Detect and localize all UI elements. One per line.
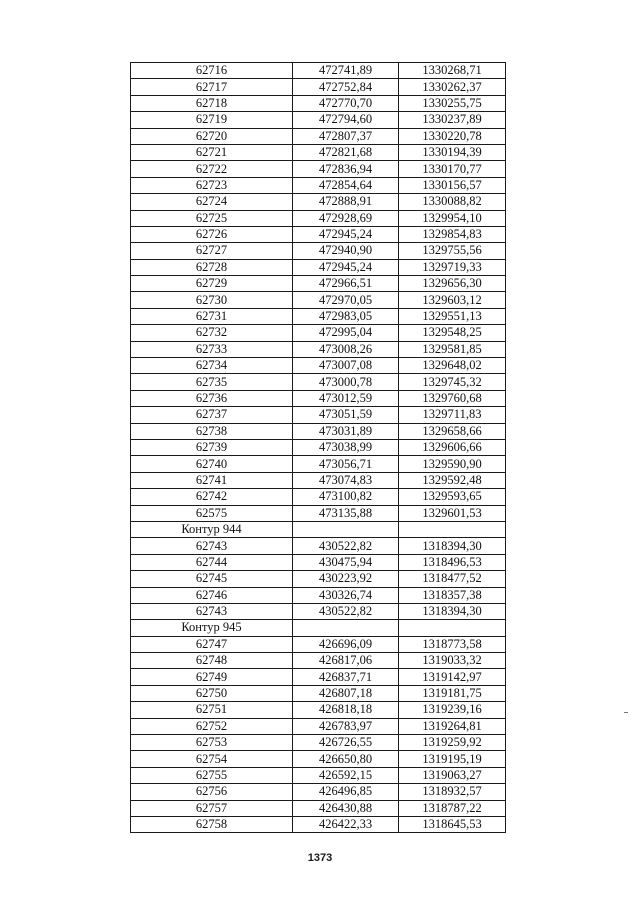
y-coordinate-cell: 1330255,75 <box>399 95 506 111</box>
table-row <box>131 538 506 554</box>
point-id-cell: 62741 <box>131 472 293 488</box>
table-row <box>131 341 506 357</box>
y-coordinate-cell: 1330088,82 <box>399 194 506 210</box>
x-coordinate-cell: 473012,59 <box>293 390 399 406</box>
point-id-cell: 62719 <box>131 112 293 128</box>
table-row <box>131 456 506 472</box>
y-coordinate-cell: 1329551,13 <box>399 308 506 324</box>
y-coordinate-cell: 1319195,19 <box>399 751 506 767</box>
y-coordinate-cell: 1330170,77 <box>399 161 506 177</box>
y-coordinate-cell: 1318773,58 <box>399 636 506 652</box>
table-row <box>131 292 506 308</box>
table-row <box>131 210 506 226</box>
y-coordinate-cell: 1318357,38 <box>399 587 506 603</box>
table-row <box>131 767 506 783</box>
table-row <box>131 439 506 455</box>
point-id-cell: 62758 <box>131 816 293 832</box>
point-id-cell: 62749 <box>131 669 293 685</box>
x-coordinate-cell: 473135,88 <box>293 505 399 521</box>
point-id-cell: 62744 <box>131 554 293 570</box>
scan-artifact <box>624 712 628 713</box>
x-coordinate-cell: 426696,09 <box>293 636 399 652</box>
y-coordinate-cell: 1318932,57 <box>399 784 506 800</box>
x-coordinate-cell: 472983,05 <box>293 308 399 324</box>
point-id-cell: 62721 <box>131 144 293 160</box>
y-coordinate-cell: 1318787,22 <box>399 800 506 816</box>
x-coordinate-cell: 430326,74 <box>293 587 399 603</box>
x-coordinate-cell: 472928,69 <box>293 210 399 226</box>
x-coordinate-cell: 426818,18 <box>293 702 399 718</box>
contour-header-cell: Контур 944 <box>131 521 293 537</box>
y-coordinate-cell: 1329593,65 <box>399 489 506 505</box>
point-id-cell: 62748 <box>131 653 293 669</box>
x-coordinate-cell: 473031,89 <box>293 423 399 439</box>
point-id-cell: 62725 <box>131 210 293 226</box>
x-coordinate-cell: 430475,94 <box>293 554 399 570</box>
table-row <box>131 603 506 619</box>
table-row <box>131 751 506 767</box>
point-id-cell: 62745 <box>131 571 293 587</box>
table-row <box>131 669 506 685</box>
table-row <box>131 226 506 242</box>
x-coordinate-cell: 472995,04 <box>293 325 399 341</box>
x-coordinate-cell: 430223,92 <box>293 571 399 587</box>
point-id-cell: 62747 <box>131 636 293 652</box>
point-id-cell: 62730 <box>131 292 293 308</box>
table-row <box>131 79 506 95</box>
y-coordinate-cell: 1319239,16 <box>399 702 506 718</box>
table-row <box>131 259 506 275</box>
point-id-cell: 62753 <box>131 735 293 751</box>
x-coordinate-cell: 473038,99 <box>293 439 399 455</box>
table-row <box>131 653 506 669</box>
table-row <box>131 144 506 160</box>
contour-header-cell: Контур 945 <box>131 620 293 636</box>
point-id-cell: 62742 <box>131 489 293 505</box>
y-coordinate-cell: 1329590,90 <box>399 456 506 472</box>
point-id-cell: 62750 <box>131 685 293 701</box>
point-id-cell: 62754 <box>131 751 293 767</box>
y-coordinate-cell: 1329592,48 <box>399 472 506 488</box>
y-coordinate-cell: 1330220,78 <box>399 128 506 144</box>
table-row <box>131 784 506 800</box>
y-coordinate-cell: 1330237,89 <box>399 112 506 128</box>
x-coordinate-cell: 426592,15 <box>293 767 399 783</box>
table-row <box>131 489 506 505</box>
table-row <box>131 112 506 128</box>
point-id-cell: 62733 <box>131 341 293 357</box>
x-coordinate-cell: 473051,59 <box>293 407 399 423</box>
x-coordinate-cell: 472966,51 <box>293 276 399 292</box>
point-id-cell: 62738 <box>131 423 293 439</box>
x-coordinate-cell: 472836,94 <box>293 161 399 177</box>
y-coordinate-cell: 1329548,25 <box>399 325 506 341</box>
point-id-cell: 62727 <box>131 243 293 259</box>
page-number: 1373 <box>307 852 333 864</box>
table-row <box>131 276 506 292</box>
table-row <box>131 423 506 439</box>
y-coordinate-cell: 1329658,66 <box>399 423 506 439</box>
x-coordinate-cell: 426783,97 <box>293 718 399 734</box>
table-row <box>131 472 506 488</box>
point-id-cell: 62755 <box>131 767 293 783</box>
y-coordinate-cell: 1330194,39 <box>399 144 506 160</box>
point-id-cell: 62722 <box>131 161 293 177</box>
table-row <box>131 571 506 587</box>
table-row <box>131 243 506 259</box>
y-coordinate-cell: 1329603,12 <box>399 292 506 308</box>
point-id-cell: 62720 <box>131 128 293 144</box>
empty-cell <box>293 620 399 636</box>
point-id-cell: 62756 <box>131 784 293 800</box>
contour-header-row <box>131 620 506 636</box>
x-coordinate-cell: 426422,33 <box>293 816 399 832</box>
y-coordinate-cell: 1319142,97 <box>399 669 506 685</box>
table-row <box>131 407 506 423</box>
x-coordinate-cell: 472807,37 <box>293 128 399 144</box>
y-coordinate-cell: 1329606,66 <box>399 439 506 455</box>
x-coordinate-cell: 430522,82 <box>293 603 399 619</box>
table-row <box>131 800 506 816</box>
table-row <box>131 718 506 734</box>
y-coordinate-cell: 1329854,83 <box>399 226 506 242</box>
x-coordinate-cell: 472854,64 <box>293 177 399 193</box>
point-id-cell: 62751 <box>131 702 293 718</box>
table-row <box>131 194 506 210</box>
x-coordinate-cell: 472821,68 <box>293 144 399 160</box>
y-coordinate-cell: 1329745,32 <box>399 374 506 390</box>
x-coordinate-cell: 426837,71 <box>293 669 399 685</box>
point-id-cell: 62732 <box>131 325 293 341</box>
table-row <box>131 816 506 832</box>
table-row <box>131 358 506 374</box>
point-id-cell: 62736 <box>131 390 293 406</box>
y-coordinate-cell: 1319063,27 <box>399 767 506 783</box>
x-coordinate-cell: 472752,84 <box>293 79 399 95</box>
point-id-cell: 62575 <box>131 505 293 521</box>
contour-header-row <box>131 521 506 537</box>
table-row <box>131 702 506 718</box>
point-id-cell: 62729 <box>131 276 293 292</box>
x-coordinate-cell: 472741,89 <box>293 63 399 79</box>
point-id-cell: 62746 <box>131 587 293 603</box>
table-row <box>131 587 506 603</box>
coordinate-table-body <box>131 63 506 833</box>
point-id-cell: 62726 <box>131 226 293 242</box>
x-coordinate-cell: 472888,91 <box>293 194 399 210</box>
y-coordinate-cell: 1319259,92 <box>399 735 506 751</box>
point-id-cell: 62740 <box>131 456 293 472</box>
y-coordinate-cell: 1319264,81 <box>399 718 506 734</box>
y-coordinate-cell: 1329648,02 <box>399 358 506 374</box>
y-coordinate-cell: 1329719,33 <box>399 259 506 275</box>
table-row <box>131 390 506 406</box>
table-row <box>131 374 506 390</box>
x-coordinate-cell: 473074,83 <box>293 472 399 488</box>
point-id-cell: 62743 <box>131 538 293 554</box>
x-coordinate-cell: 472945,24 <box>293 226 399 242</box>
table-row <box>131 325 506 341</box>
empty-cell <box>399 620 506 636</box>
point-id-cell: 62739 <box>131 439 293 455</box>
point-id-cell: 62717 <box>131 79 293 95</box>
x-coordinate-cell: 473100,82 <box>293 489 399 505</box>
x-coordinate-cell: 473056,71 <box>293 456 399 472</box>
y-coordinate-cell: 1329581,85 <box>399 341 506 357</box>
y-coordinate-cell: 1330268,71 <box>399 63 506 79</box>
x-coordinate-cell: 426807,18 <box>293 685 399 701</box>
y-coordinate-cell: 1319033,32 <box>399 653 506 669</box>
x-coordinate-cell: 473000,78 <box>293 374 399 390</box>
table-row <box>131 554 506 570</box>
x-coordinate-cell: 472770,70 <box>293 95 399 111</box>
point-id-cell: 62724 <box>131 194 293 210</box>
table-row <box>131 308 506 324</box>
table-row <box>131 161 506 177</box>
y-coordinate-cell: 1318394,30 <box>399 603 506 619</box>
x-coordinate-cell: 472794,60 <box>293 112 399 128</box>
table-row <box>131 685 506 701</box>
x-coordinate-cell: 472970,05 <box>293 292 399 308</box>
table-row <box>131 177 506 193</box>
x-coordinate-cell: 426817,06 <box>293 653 399 669</box>
point-id-cell: 62728 <box>131 259 293 275</box>
y-coordinate-cell: 1319181,75 <box>399 685 506 701</box>
y-coordinate-cell: 1318477,52 <box>399 571 506 587</box>
empty-cell <box>399 521 506 537</box>
x-coordinate-cell: 426650,80 <box>293 751 399 767</box>
y-coordinate-cell: 1329755,56 <box>399 243 506 259</box>
y-coordinate-cell: 1330262,37 <box>399 79 506 95</box>
point-id-cell: 62718 <box>131 95 293 111</box>
point-id-cell: 62734 <box>131 358 293 374</box>
y-coordinate-cell: 1329760,68 <box>399 390 506 406</box>
y-coordinate-cell: 1318645,53 <box>399 816 506 832</box>
x-coordinate-cell: 426430,88 <box>293 800 399 816</box>
point-id-cell: 62723 <box>131 177 293 193</box>
x-coordinate-cell: 472945,24 <box>293 259 399 275</box>
point-id-cell: 62716 <box>131 63 293 79</box>
x-coordinate-cell: 472940,90 <box>293 243 399 259</box>
x-coordinate-cell: 473008,26 <box>293 341 399 357</box>
table-row <box>131 735 506 751</box>
point-id-cell: 62735 <box>131 374 293 390</box>
y-coordinate-cell: 1329601,53 <box>399 505 506 521</box>
y-coordinate-cell: 1329711,83 <box>399 407 506 423</box>
x-coordinate-cell: 473007,08 <box>293 358 399 374</box>
table-row <box>131 95 506 111</box>
point-id-cell: 62752 <box>131 718 293 734</box>
point-id-cell: 62757 <box>131 800 293 816</box>
point-id-cell: 62731 <box>131 308 293 324</box>
y-coordinate-cell: 1329954,10 <box>399 210 506 226</box>
table-row <box>131 63 506 79</box>
x-coordinate-cell: 430522,82 <box>293 538 399 554</box>
y-coordinate-cell: 1318496,53 <box>399 554 506 570</box>
point-id-cell: 62743 <box>131 603 293 619</box>
table-row <box>131 128 506 144</box>
table-row <box>131 505 506 521</box>
y-coordinate-cell: 1318394,30 <box>399 538 506 554</box>
x-coordinate-cell: 426726,55 <box>293 735 399 751</box>
point-id-cell: 62737 <box>131 407 293 423</box>
table-row <box>131 636 506 652</box>
x-coordinate-cell: 426496,85 <box>293 784 399 800</box>
y-coordinate-cell: 1330156,57 <box>399 177 506 193</box>
empty-cell <box>293 521 399 537</box>
y-coordinate-cell: 1329656,30 <box>399 276 506 292</box>
coordinate-table <box>130 62 506 833</box>
